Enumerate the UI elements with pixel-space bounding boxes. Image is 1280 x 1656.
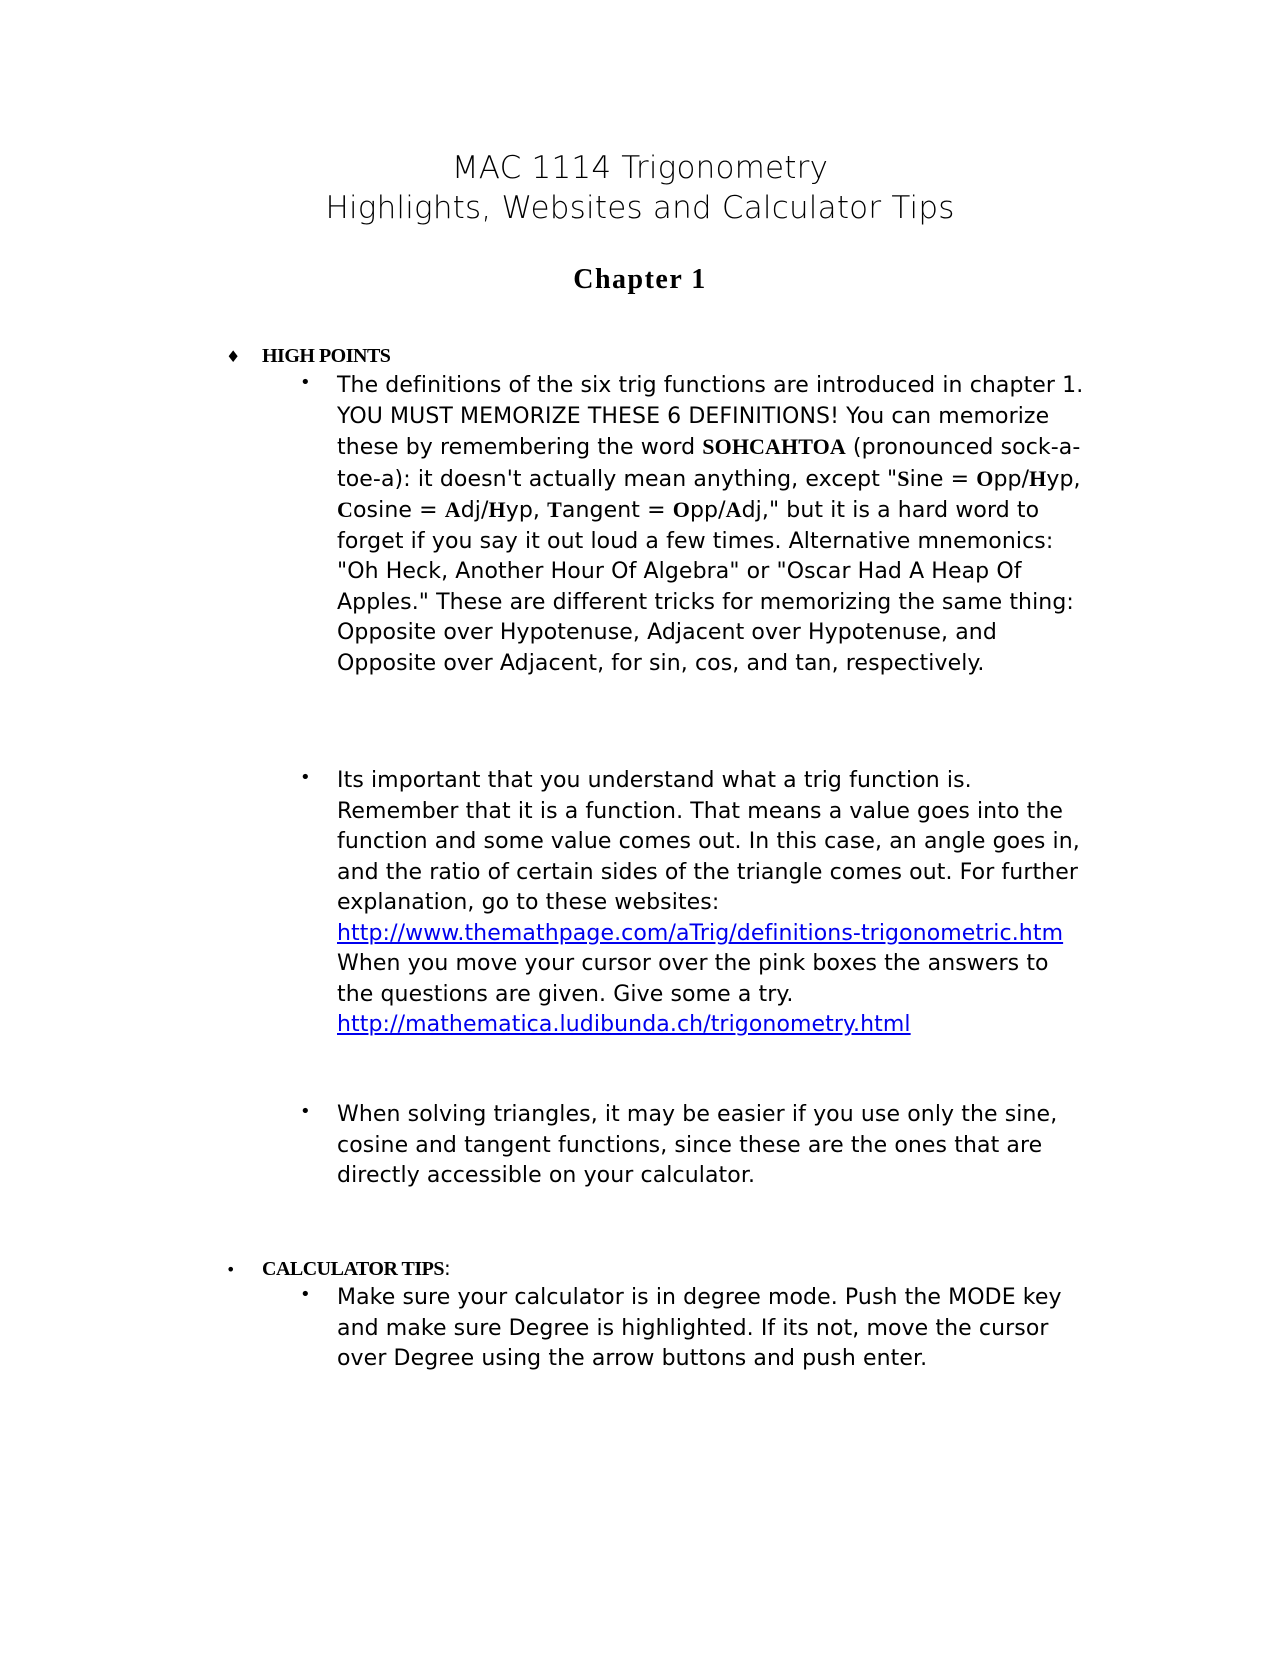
text-run: ine = <box>909 466 977 492</box>
text-run: angent = <box>561 498 673 523</box>
text-run: yp, <box>505 498 548 523</box>
round-bullet-icon: • <box>226 1260 235 1279</box>
mnemonic-letter: C <box>337 497 353 522</box>
text-run: The definitions of the six trig functions are introduced in chapter 1. YOU MUST MEMORIZE THESE 6 DEFINITIONS! You can memorize these by remembering the word <box>337 373 1084 460</box>
section-heading-label: CALCULATOR TIPS <box>262 1258 444 1280</box>
mnemonic-letter: A <box>444 497 461 522</box>
high-point-paragraph-3: When solving triangles, it may be easier if you use only the sine, cosine and tangent functions, since these are the ones that are directly accessible on your calculator. <box>337 1102 1058 1188</box>
text-run: dj," but it is a hard word to forget if you say it out loud a few times. Alternative mnemonics: "Oh Heck, Another Hour Of Algebra" or "Oscar Had A Heap Of Apples." These are different tricks for memorizing the same thing: Opposite over Hypotenuse, Adjacent over Hypotenuse, and Opposite over Adjacent, for sin, cos, and tan, respectively. <box>337 498 1074 676</box>
text-run: (pronounced sock-a-toe-a): it doesn't actually mean anything, except " <box>337 435 1081 492</box>
link-ludibunda[interactable]: http://mathematica.ludibunda.ch/trigonometry.html <box>337 1012 911 1037</box>
text-run: dj/ <box>460 498 489 523</box>
mnemonic-letter: H <box>1029 465 1047 491</box>
document-title: MAC 1114 Trigonometry <box>451 150 829 186</box>
mnemonic-letter: O <box>976 465 994 491</box>
text-run: osine = <box>353 498 445 523</box>
section-heading-colon: : <box>444 1256 451 1280</box>
high-point-paragraph-2 <box>337 766 1092 1041</box>
round-bullet-icon: • <box>300 1284 311 1305</box>
text-run: pp/ <box>689 498 726 523</box>
section-heading-label: HIGH POINTS <box>262 345 391 367</box>
calculator-tip-paragraph-1: Make sure your calculator is in degree mode. Push the MODE key and make sure Degree is highlighted. If its not, move the cursor over Degree using the arrow buttons and push enter. <box>337 1285 1062 1371</box>
document-subtitle: Highlights, Websites and Calculator Tips <box>325 190 955 226</box>
mnemonic-letter: H <box>488 497 506 522</box>
text-run: When you move your cursor over the pink boxes the answers to the questions are given. Give some a try. <box>337 951 1049 1007</box>
mnemonic-word: SOHCAHTOA <box>702 434 846 459</box>
mnemonic-letter: O <box>672 497 690 522</box>
text-run: Its important that you understand what a trig function is. Remember that it is a function. That means a value goes into the function and some value comes out. In this case, an angle goes in, and the ratio of certain sides of the triangle comes out. For further explanation, go to these websites: <box>337 768 1080 915</box>
round-bullet-icon: • <box>300 372 311 393</box>
mnemonic-letter: T <box>547 497 562 522</box>
link-themathpage[interactable]: http://www.themathpage.com/aTrig/definitions-trigonometric.htm <box>337 920 1064 946</box>
mnemonic-letter: S <box>897 465 910 491</box>
diamond-bullet-icon: ♦ <box>226 347 240 366</box>
section-heading-high-points <box>226 345 390 368</box>
section-heading-calculator-tips <box>226 1256 450 1281</box>
text-run: yp, <box>1046 466 1081 492</box>
text-run: pp/ <box>993 466 1030 492</box>
round-bullet-icon: • <box>300 767 311 788</box>
mnemonic-letter: A <box>725 497 742 522</box>
round-bullet-icon: • <box>300 1101 311 1122</box>
chapter-heading: Chapter 1 <box>573 264 707 295</box>
high-point-paragraph-1 <box>337 371 1092 679</box>
